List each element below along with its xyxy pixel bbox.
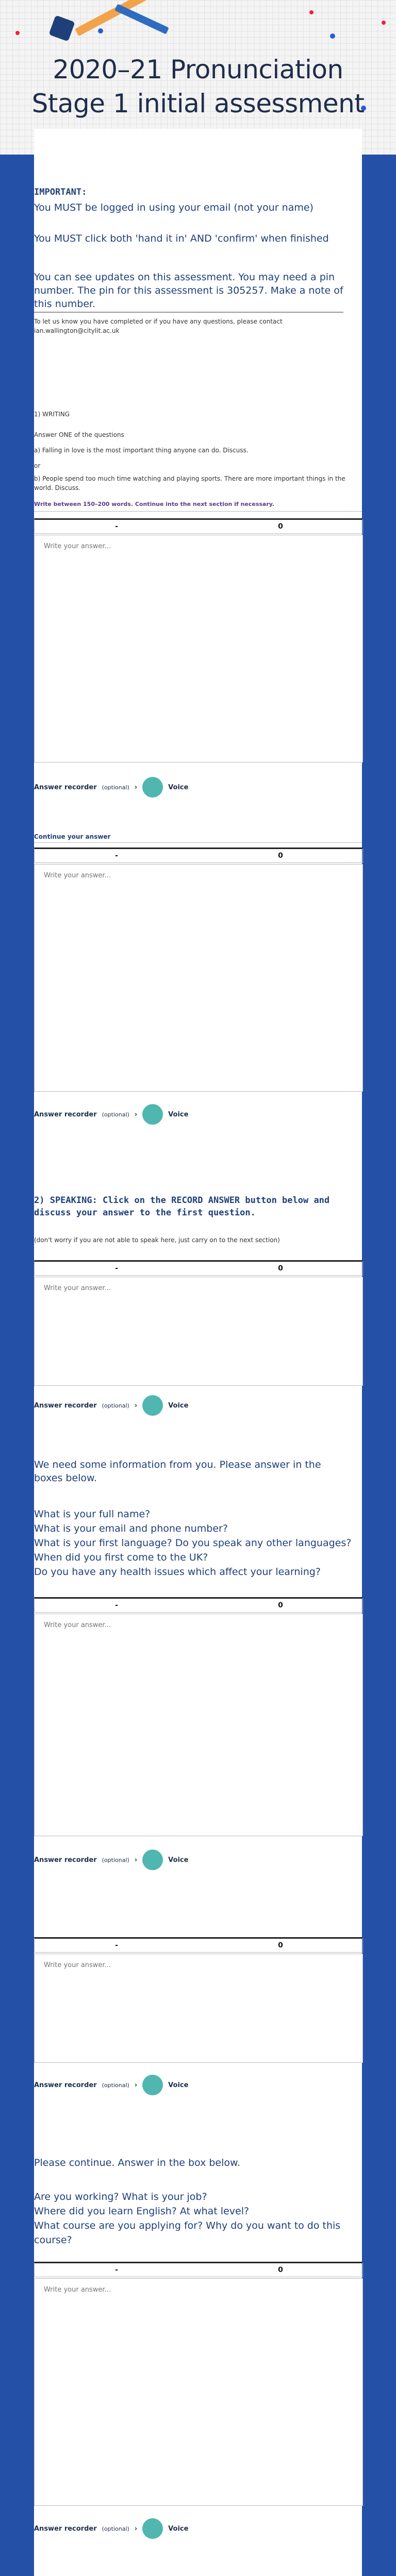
- voice-record-button[interactable]: [142, 2075, 163, 2095]
- recorder-label: Answer recorder: [34, 2524, 97, 2533]
- answer-input[interactable]: [35, 2279, 362, 2505]
- recorder-label: Answer recorder: [34, 1110, 97, 1118]
- important-login-note: You MUST be logged in using your email (not your name): [34, 202, 314, 213]
- writing-option-b: b) People spend too much time watching and playing sports. There are more important things in the world. Discuss.: [34, 475, 345, 492]
- continue-question: Where did you learn English? At what level?: [34, 2206, 250, 2217]
- speaking-heading: 2) SPEAKING: Click on the RECORD ANSWER button below and discuss your answer to the first question.: [34, 1195, 330, 1218]
- dot-decoration: [330, 33, 335, 39]
- writing-option-a: a) Falling in love is the most important thing anyone can do. Discuss.: [34, 447, 249, 454]
- voice-label: Voice: [168, 783, 189, 791]
- answer-box[interactable]: [34, 1614, 363, 1836]
- voice-record-button[interactable]: [142, 1850, 163, 1870]
- info-question: What is your full name?: [34, 1509, 151, 1520]
- answer-recorder: [34, 1850, 188, 1870]
- continue-questions: [34, 2190, 354, 2247]
- cap-decoration: [48, 15, 75, 41]
- answer-box[interactable]: [34, 1277, 363, 1386]
- answer-table-header: - 0: [34, 1937, 363, 1953]
- recorder-arrow: ›: [134, 2524, 138, 2533]
- continue-question: Are you working? What is your job?: [34, 2191, 207, 2202]
- speaking-note: (don't worry if you are not able to speak here, just carry on to the next section): [34, 1236, 280, 1244]
- recorder-optional: (optional): [102, 2525, 129, 2532]
- dot-decoration: [98, 28, 103, 33]
- recorder-label: Answer recorder: [34, 1856, 97, 1864]
- important-heading: IMPORTANT:: [34, 187, 87, 197]
- answer-recorder: [34, 2075, 188, 2095]
- dot-decoration: [15, 31, 20, 35]
- voice-label: Voice: [168, 2524, 189, 2533]
- info-question: Do you have any health issues which affect your learning?: [34, 1566, 321, 1578]
- divider: [34, 842, 362, 843]
- recorder-arrow: ›: [134, 2081, 138, 2089]
- writing-or: or: [34, 462, 41, 469]
- assessment-card: [34, 129, 362, 2576]
- recorder-optional: (optional): [102, 784, 129, 791]
- info-question: What is your first language? Do you speak any other languages?: [34, 1537, 352, 1549]
- answer-table-header: - 0: [34, 1597, 363, 1613]
- writing-heading: 1) WRITING: [34, 411, 70, 418]
- answer-table-header: - 0: [34, 1260, 363, 1276]
- page-title: 2020–21 Pronunciation Stage 1 initial assessment: [31, 55, 365, 118]
- answer-box[interactable]: [34, 535, 363, 762]
- voice-label: Voice: [168, 2081, 189, 2089]
- pin-note: You can see updates on this assessment. You may need a pin number. The pin for this assessment is 305257. Make a note of this number.: [34, 272, 343, 310]
- recorder-label: Answer recorder: [34, 2081, 97, 2089]
- voice-label: Voice: [168, 1110, 189, 1118]
- recorder-arrow: ›: [134, 783, 138, 791]
- recorder-optional: (optional): [102, 1111, 129, 1118]
- recorder-optional: (optional): [102, 1856, 129, 1863]
- answer-box[interactable]: [34, 864, 363, 1092]
- word-count-note: Write between 150–200 words. Continue into the next section if necessary.: [34, 501, 275, 507]
- answer-table-header: - 0: [34, 518, 363, 534]
- dot-decoration: [309, 10, 314, 14]
- answer-input[interactable]: [35, 1277, 362, 1385]
- voice-record-button[interactable]: [142, 2518, 163, 2539]
- recorder-label: Answer recorder: [34, 1401, 97, 1410]
- writing-instructions: Answer ONE of the questions: [34, 431, 124, 438]
- answer-recorder: [34, 1104, 188, 1125]
- divider: [34, 511, 362, 512]
- important-handin-note: You MUST click both 'hand it in' AND 'confirm' when finished: [34, 233, 329, 244]
- voice-record-button[interactable]: [142, 1104, 163, 1125]
- continue-question: What course are you applying for? Why do you want to do this course?: [34, 2220, 341, 2246]
- answer-input[interactable]: [35, 1954, 362, 2062]
- divider: [34, 312, 343, 313]
- answer-table-header: - 0: [34, 2262, 363, 2277]
- answer-box[interactable]: [34, 1954, 363, 2063]
- answer-input[interactable]: [35, 535, 362, 762]
- answer-box[interactable]: [34, 2278, 363, 2506]
- voice-label: Voice: [168, 1401, 189, 1410]
- continue-answer-label: Continue your answer: [34, 833, 111, 840]
- answer-recorder: [34, 1395, 188, 1416]
- answer-recorder: [34, 777, 188, 798]
- info-question: What is your email and phone number?: [34, 1523, 228, 1534]
- recorder-arrow: ›: [134, 1110, 138, 1118]
- recorder-optional: (optional): [102, 2081, 129, 2089]
- info-intro: We need some information from you. Please answer in the boxes below.: [34, 1459, 321, 1484]
- recorder-optional: (optional): [102, 1402, 129, 1409]
- pencil-decoration: [114, 4, 169, 34]
- voice-record-button[interactable]: [142, 1395, 163, 1416]
- recorder-label: Answer recorder: [34, 783, 97, 791]
- recorder-arrow: ›: [134, 1401, 138, 1410]
- voice-record-button[interactable]: [142, 777, 163, 798]
- info-questions: [34, 1507, 354, 1579]
- answer-table-header: - 0: [34, 848, 363, 863]
- voice-label: Voice: [168, 1856, 189, 1864]
- answer-input[interactable]: [35, 865, 362, 1091]
- recorder-arrow: ›: [134, 1856, 138, 1864]
- answer-recorder: [34, 2518, 188, 2539]
- info-question: When did you first come to the UK?: [34, 1552, 208, 1563]
- answer-input[interactable]: [35, 1614, 362, 1836]
- continue-intro: Please continue. Answer in the box below.: [34, 2157, 240, 2168]
- dot-decoration: [382, 21, 386, 25]
- contact-note: To let us know you have completed or if you have any questions, please contact ian.wallington@citylit.ac.uk: [34, 318, 283, 334]
